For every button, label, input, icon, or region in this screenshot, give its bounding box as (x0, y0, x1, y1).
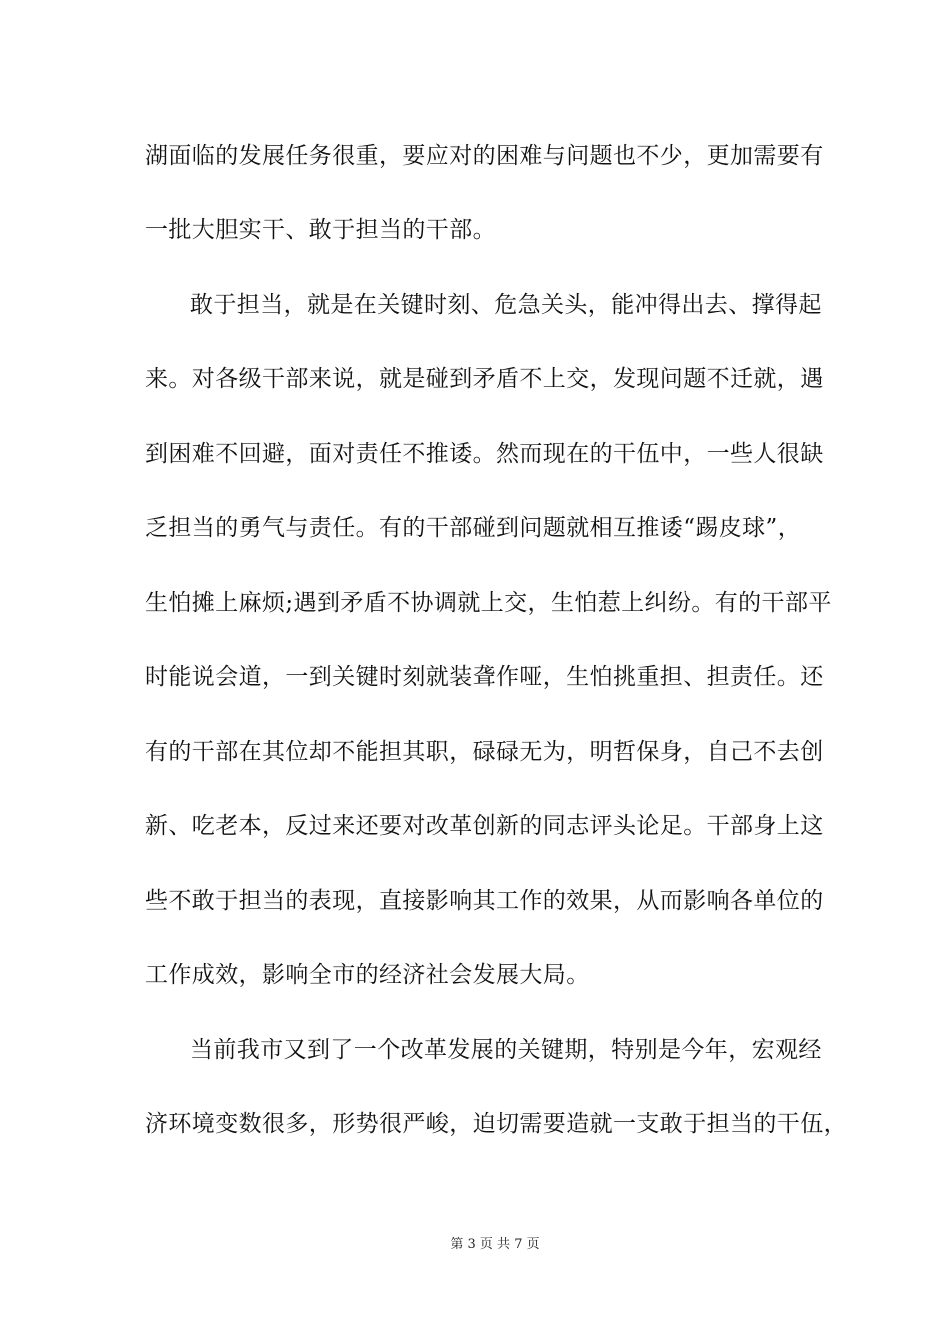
text-line: 新、吃老本，反过来还要对改革创新的同志评头论足。干部身上这 (145, 813, 824, 839)
text-line: 来。对各级干部来说，就是碰到矛盾不上交，发现问题不迁就，遇 (145, 366, 824, 392)
paragraph-start-line: 当前我市又到了一个改革发展的关键期，特别是今年，宏观经 (190, 1037, 822, 1063)
text-line: 一批大胆实干、敢于担当的干部。 (145, 217, 496, 243)
text-line: 生怕摊上麻烦;遇到矛盾不协调就上交，生怕惹上纠纷。有的干部平 (145, 590, 832, 616)
text-line: 到困难不回避，面对责任不推诿。然而现在的干伍中，一些人很缺 (145, 441, 824, 467)
paragraph-start-line: 敢于担当，就是在关键时刻、危急关头，能冲得出去、撑得起 (190, 292, 822, 318)
text-line: 些不敢于担当的表现，直接影响其工作的效果，从而影响各单位的 (145, 888, 824, 914)
text-line: 有的干部在其位却不能担其职，碌碌无为，明哲保身，自己不去创 (145, 739, 824, 765)
text-line: 济环境变数很多，形势很严峻，迫切需要造就一支敢于担当的干伍， (145, 1111, 847, 1137)
text-line: 湖面临的发展任务很重，要应对的困难与问题也不少，更加需要有 (145, 143, 824, 169)
text-line: 时能说会道，一到关键时刻就装聋作哑，生怕挑重担、担责任。还 (145, 664, 824, 690)
text-line: 工作成效，影响全市的经济社会发展大局。 (145, 962, 590, 988)
text-line: 乏担当的勇气与责任。有的干部碰到问题就相互推诿“踢皮球”， (145, 515, 802, 541)
page-number-footer: 第 3 页 共 7 页 (450, 1237, 540, 1252)
